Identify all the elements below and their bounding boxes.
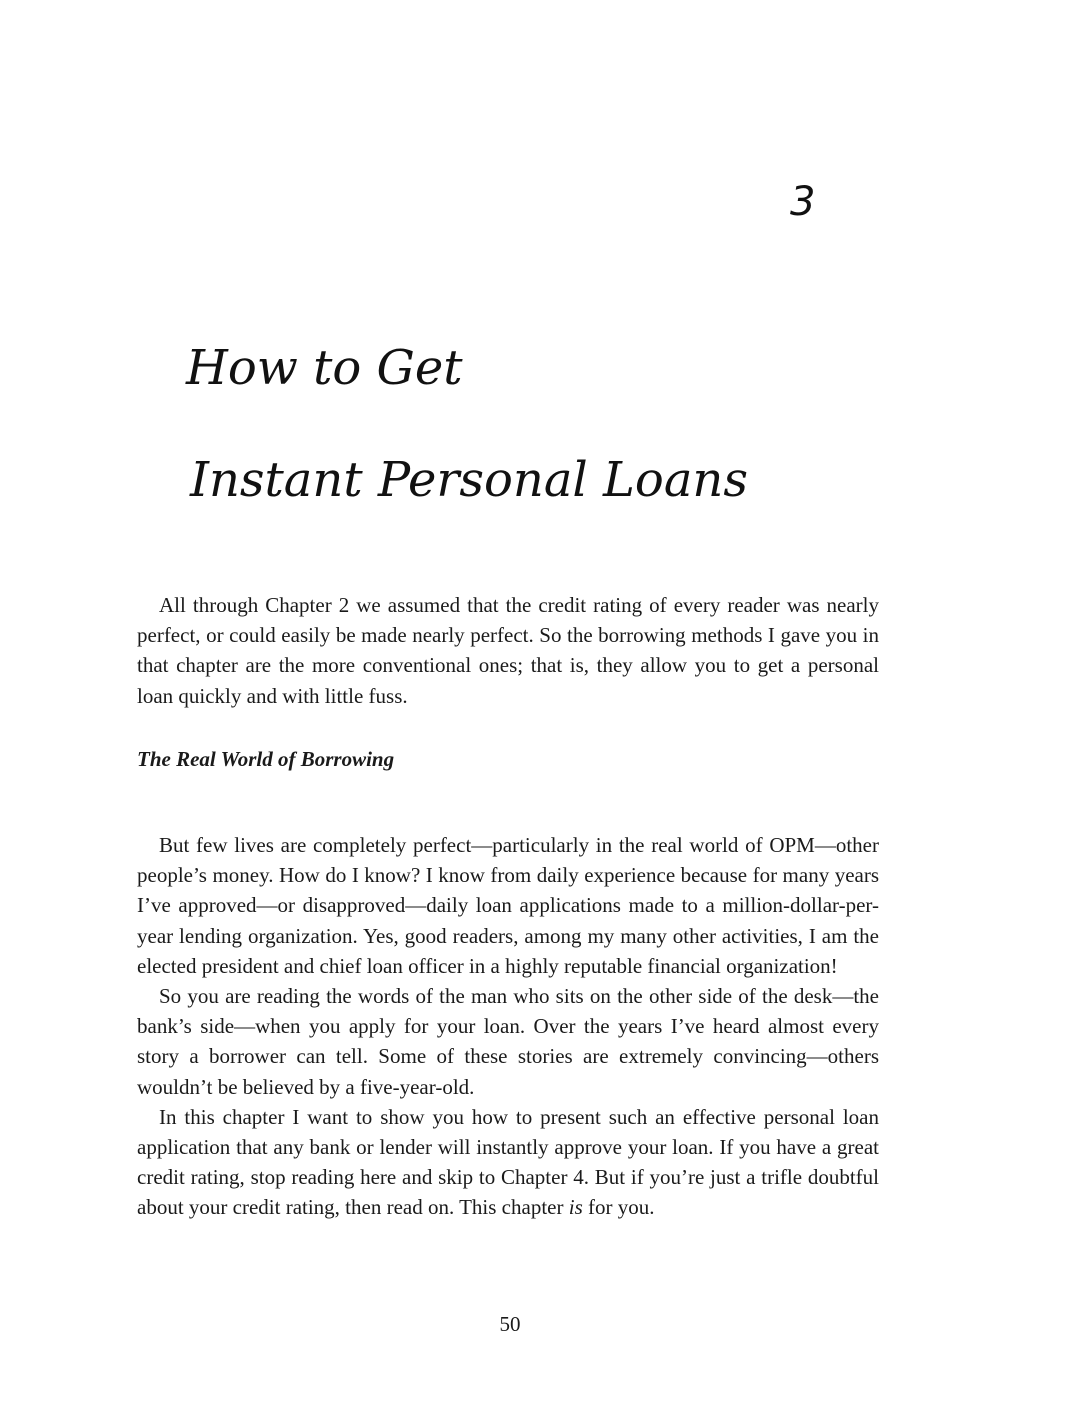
- chapter-title-line-2: Instant Personal Loans: [190, 452, 748, 508]
- paragraph-3-emphasis: is: [568, 1195, 583, 1220]
- section-paragraph-2: So you are reading the words of the man who sits on the other side of the desk—the bank’s side—when you apply for your loan. Over the years I’ve heard almost every story a borrower can tell. Some of these stories are extremely convincing—others wouldn’t be believed by a five-year-old.: [137, 984, 879, 1099]
- page-number: 50: [499, 1312, 521, 1336]
- section-heading: The Real World of Borrowing: [137, 747, 395, 771]
- chapter-number: 3: [790, 179, 816, 225]
- paragraph-3-text-before: In this chapter I want to show you how to present such an effective personal loan application that any bank or lender will instantly approve your loan. If you have a great credit rating, stop reading here and skip to Chapter 4. But if you’re just a trifle doubtful about your credit rating, then read on. This chapter: [137, 1104, 879, 1220]
- intro-paragraph-block: [137, 590, 879, 711]
- section-paragraph-3: [137, 1102, 879, 1223]
- chapter-title-line-1: How to Get: [186, 340, 463, 396]
- chapter-title: [186, 312, 886, 536]
- intro-paragraph: All through Chapter 2 we assumed that the credit rating of every reader was nearly perfect, or could easily be made nearly perfect. So the borrowing methods I gave you in that chapter are the more conventional ones; that is, they allow you to get a personal loan quickly and with little fuss.: [137, 593, 879, 708]
- section-paragraph-1: But few lives are completely perfect—particularly in the real world of OPM—other people’s money. How do I know? I know from daily experience because for many years I’ve approved—or disapproved—daily loan applications made to a million-dollar-per-year lending organization. Yes, good readers, among my many other activities, I am the elected president and chief loan officer in a highly reputable financial organization!: [137, 833, 879, 978]
- paragraph-3-text-after: for you.: [582, 1195, 655, 1220]
- section-body: [137, 830, 879, 1223]
